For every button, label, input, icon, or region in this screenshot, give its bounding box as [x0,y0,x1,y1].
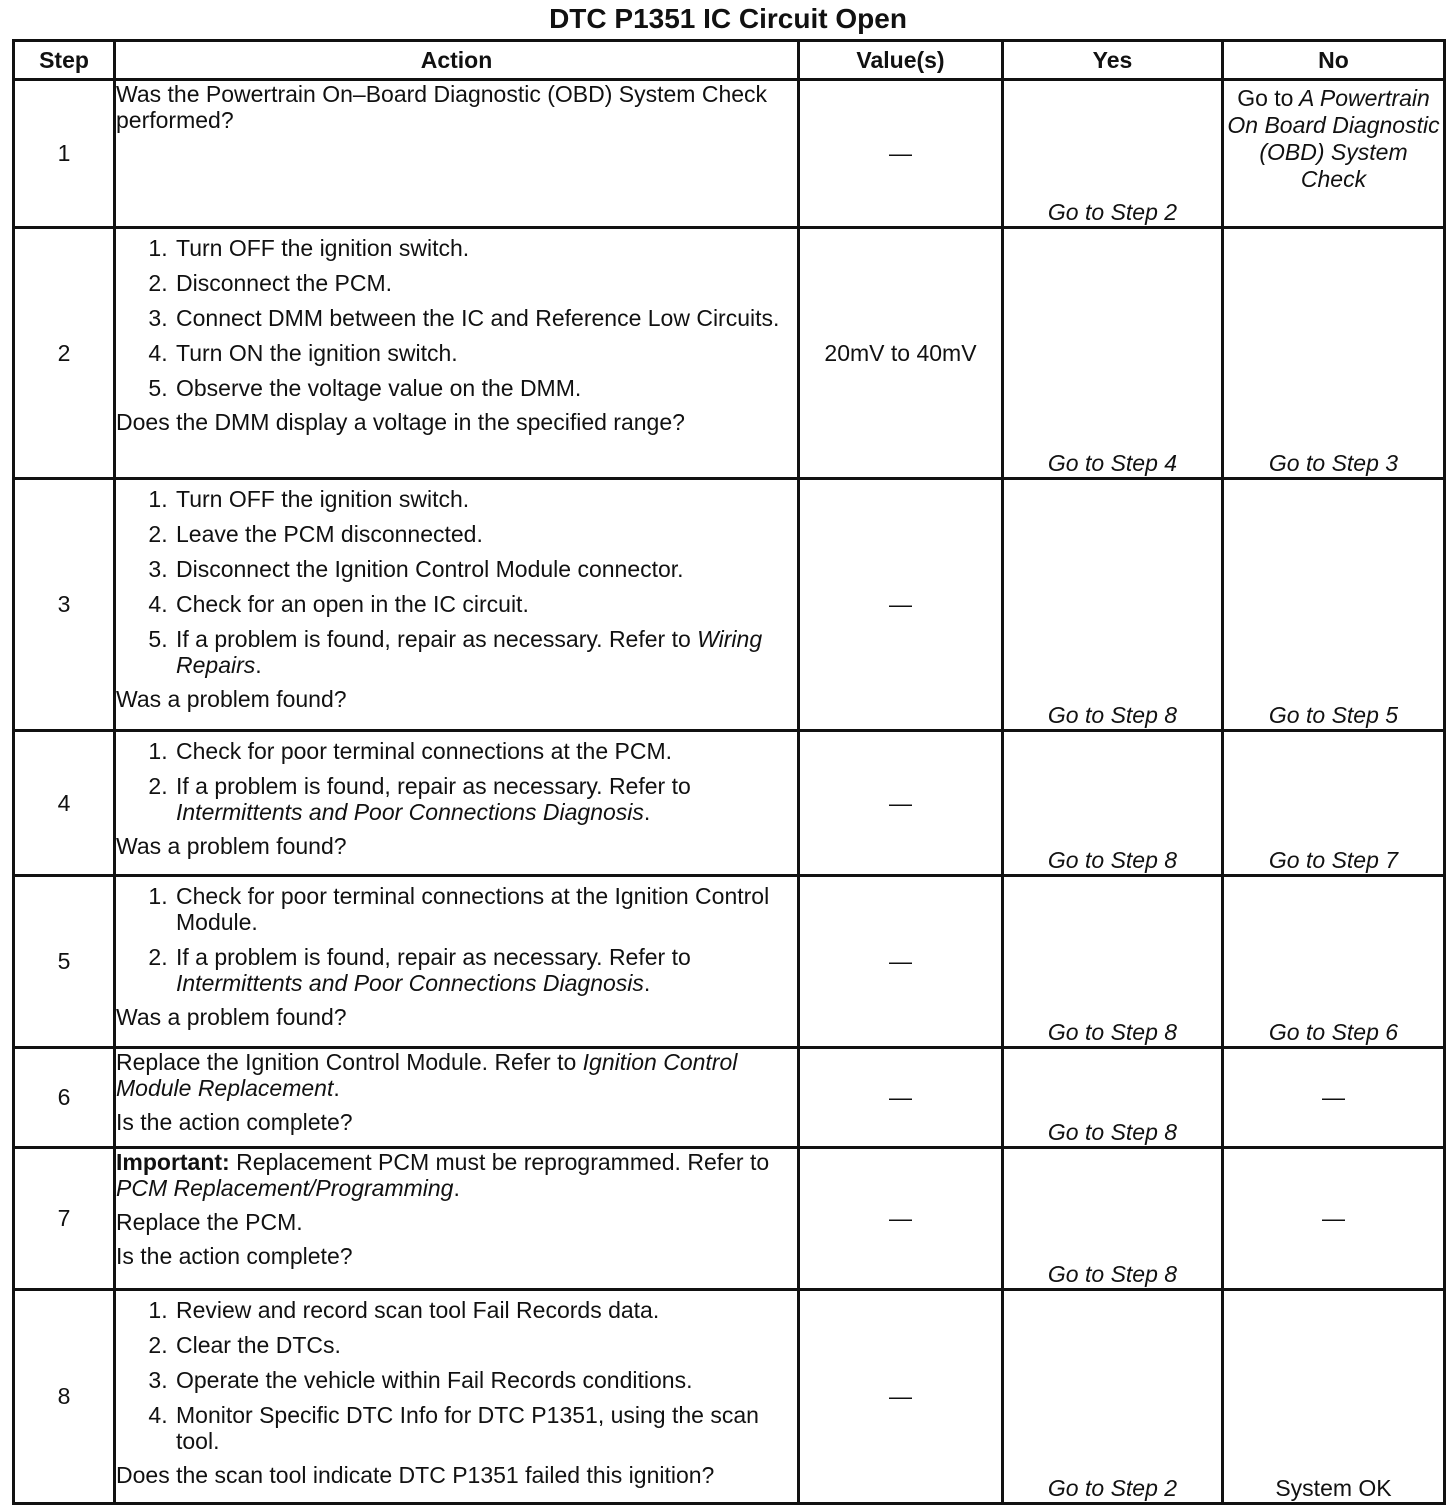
value-cell: — [799,876,1003,1048]
action-item-text: If a problem is found, repair as necessary. Refer to [176,773,691,799]
action-item: 1. Check for poor terminal connections at the PCM. [174,738,797,764]
yes-cell: Go to Step 2 [1003,80,1223,228]
action-cell [115,1048,799,1148]
action-text: Replace the Ignition Control Module. Refer to Ignition Control Module Replacement. [116,1049,738,1101]
action-item: 5. Observe the voltage value on the DMM. [174,375,797,401]
table-row [14,228,1445,479]
question-text: Was a problem found? [116,686,347,712]
action-item: 4. Monitor Specific DTC Info for DTC P1351, using the scan tool. [174,1402,797,1454]
reference-link[interactable]: PCM Replacement/Programming [116,1175,454,1201]
question-text: Was a problem found? [116,1004,347,1030]
action-item: 2. Leave the PCM disconnected. [174,521,797,547]
action-item-text: If a problem is found, repair as necessary. Refer to [176,944,691,970]
yes-cell: Go to Step 4 [1003,228,1223,479]
action-item: 2. If a problem is found, repair as necessary. Refer to Intermittents and Poor Connections Diagnosis. [174,944,797,996]
question-text: Was a problem found? [116,833,347,859]
page-title: DTC P1351 IC Circuit Open [549,3,907,34]
question-text: Is the action complete? [116,1109,353,1135]
value-cell: — [799,731,1003,876]
yes-cell: Go to Step 8 [1003,479,1223,731]
action-item: 3. Connect DMM between the IC and Reference Low Circuits. [174,305,797,331]
step-number: 3 [14,479,115,731]
action-item: 3. Disconnect the Ignition Control Module connector. [174,556,797,582]
step-number: 4 [14,731,115,876]
header-action: Action [115,41,799,80]
yes-cell: Go to Step 8 [1003,1148,1223,1290]
step-number: 1 [14,80,115,228]
no-cell [1223,80,1445,228]
action-item: 5. If a problem is found, repair as necessary. Refer to Wiring Repairs. [174,626,797,678]
no-cell: Go to Step 7 [1223,731,1445,876]
table-row [14,731,1445,876]
question-text: Is the action complete? [116,1243,353,1269]
no-cell: — [1223,1148,1445,1290]
action-list [116,486,797,678]
action-item: 2. Disconnect the PCM. [174,270,797,296]
no-cell: Go to Step 6 [1223,876,1445,1048]
header-yes: Yes [1003,41,1223,80]
action-cell [115,731,799,876]
action-item: 3. Operate the vehicle within Fail Records conditions. [174,1367,797,1393]
value-cell: — [799,80,1003,228]
no-cell: Go to Step 5 [1223,479,1445,731]
important-label: Important: [116,1149,230,1175]
reference-link[interactable]: Intermittents and Poor Connections Diagnosis [176,970,644,996]
no-reference: A Powertrain On Board Diagnostic (OBD) System Check [1227,85,1440,192]
action-instruction: Replace the Ignition Control Module. Refer to [116,1049,577,1075]
table-row [14,1148,1445,1290]
action-item: 1. Check for poor terminal connections at the Ignition Control Module. [174,883,797,935]
header-values: Value(s) [799,41,1003,80]
yes-cell: Go to Step 2 [1003,1290,1223,1504]
important-text: Replacement PCM must be reprogrammed. Refer to [236,1149,770,1175]
action-item: 4. Check for an open in the IC circuit. [174,591,797,617]
action-cell [115,1148,799,1290]
table-row [14,479,1445,731]
action-item-text: If a problem is found, repair as necessary. Refer to [176,626,691,652]
step-number: 8 [14,1290,115,1504]
step-number: 2 [14,228,115,479]
table-row [14,80,1445,228]
value-cell: — [799,1048,1003,1148]
no-prefix: Go to [1237,85,1294,111]
no-cell: Go to Step 3 [1223,228,1445,479]
value-cell: 20mV to 40mV [799,228,1003,479]
table-row [14,1290,1445,1504]
action-cell [115,876,799,1048]
action-cell [115,479,799,731]
important-note: Important: Replacement PCM must be reprogrammed. Refer to PCM Replacement/Programming. [116,1149,770,1201]
header-row [14,41,1445,80]
value-cell: — [799,1148,1003,1290]
step-number: 6 [14,1048,115,1148]
action-item: 1. Turn OFF the ignition switch. [174,235,797,261]
question-text: Does the DMM display a voltage in the specified range? [116,409,685,435]
value-cell: — [799,1290,1003,1504]
question-text: Does the scan tool indicate DTC P1351 failed this ignition? [116,1462,715,1488]
action-item: 1. Turn OFF the ignition switch. [174,486,797,512]
table-row [14,1048,1445,1148]
question-text: Was the Powertrain On–Board Diagnostic (OBD) System Check performed? [116,81,768,133]
action-list [116,738,797,825]
header-step: Step [14,41,115,80]
yes-cell: Go to Step 8 [1003,731,1223,876]
action-cell [115,1290,799,1504]
diagnostic-table [12,39,1446,1505]
action-list [116,235,797,401]
action-item: 2. If a problem is found, repair as necessary. Refer to Intermittents and Poor Connections Diagnosis. [174,773,797,825]
no-cell: — [1223,1048,1445,1148]
yes-cell: Go to Step 8 [1003,1048,1223,1148]
yes-cell: Go to Step 8 [1003,876,1223,1048]
action-item: 1. Review and record scan tool Fail Records data. [174,1297,797,1323]
table-row [14,876,1445,1048]
action-list [116,883,797,996]
no-cell: System OK [1223,1290,1445,1504]
step-number: 5 [14,876,115,1048]
action-list [116,1297,797,1454]
action-cell [115,228,799,479]
action-instruction: Replace the PCM. [116,1209,303,1235]
reference-link[interactable]: Wiring Repairs [176,626,763,678]
action-cell [115,80,799,228]
action-item: 4. Turn ON the ignition switch. [174,340,797,366]
reference-link[interactable]: Ignition Control Module Replacement [116,1049,738,1101]
reference-link[interactable]: Intermittents and Poor Connections Diagnosis [176,799,644,825]
value-cell: — [799,479,1003,731]
action-item: 2. Clear the DTCs. [174,1332,797,1358]
step-number: 7 [14,1148,115,1290]
header-no: No [1223,41,1445,80]
